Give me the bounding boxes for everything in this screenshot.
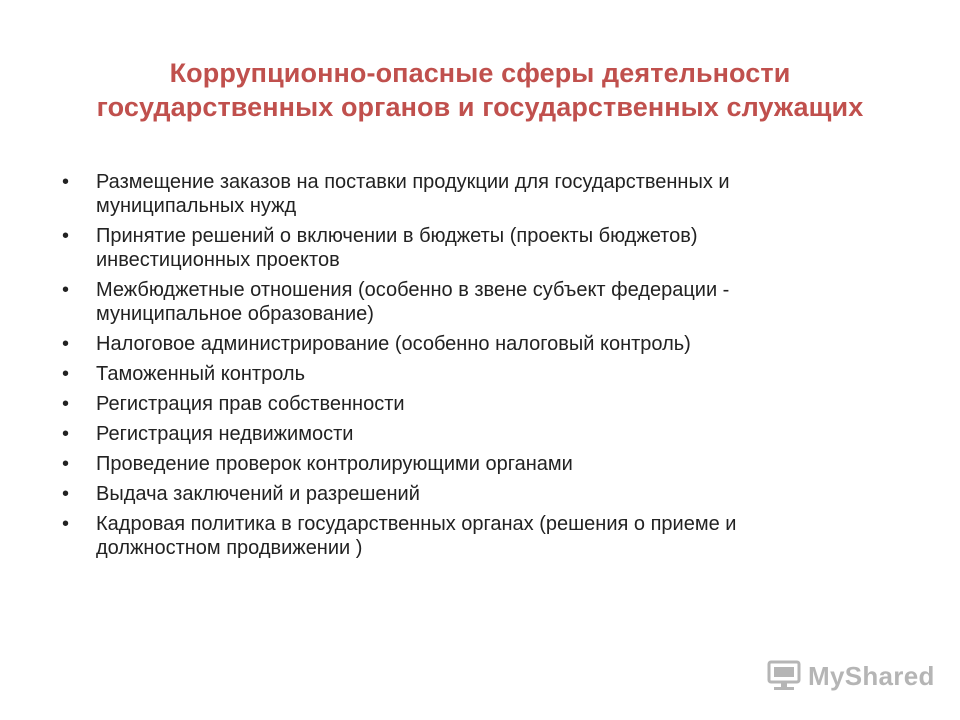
- bullet-icon: •: [62, 423, 70, 445]
- list-item-text: Налоговое администрирование (особенно налоговый контроль): [96, 333, 691, 355]
- list-item-text: Таможенный контроль: [96, 363, 305, 385]
- bullet-icon: •: [62, 393, 70, 415]
- slide-title-line-2: государственных органов и государственных служащих: [96, 92, 864, 122]
- list-item: [62, 452, 852, 476]
- list-item: [62, 512, 852, 560]
- list-item: [62, 170, 852, 218]
- bullet-icon: •: [62, 513, 70, 535]
- bullet-icon: •: [62, 483, 70, 505]
- list-item-text: Принятие решений о включении в бюджеты (проекты бюджетов) инвестиционных проектов: [96, 225, 698, 271]
- bullet-icon: •: [62, 333, 70, 355]
- bullet-icon: •: [62, 453, 70, 475]
- list-item-text: Проведение проверок контролирующими органами: [96, 453, 573, 475]
- list-item-text: Кадровая политика в государственных органах (решения о приеме и должностном продвижении ): [96, 513, 737, 559]
- list-item: [62, 392, 852, 416]
- bullet-icon: •: [62, 171, 70, 193]
- bullet-list: [62, 170, 852, 566]
- slide-title: [60, 56, 900, 124]
- watermark-text: MyShared: [808, 660, 935, 691]
- list-item: [62, 362, 852, 386]
- list-item-text: Размещение заказов на поставки продукции для государственных и муниципальных нужд: [96, 171, 730, 217]
- slide-title-line-1: Коррупционно-опасные сферы деятельности: [169, 58, 791, 88]
- bullet-icon: •: [62, 363, 70, 385]
- list-item: [62, 278, 852, 326]
- list-item-text: Межбюджетные отношения (особенно в звене субъект федерации - муниципальное образование): [96, 279, 730, 325]
- list-item-text: Регистрация прав собственности: [96, 393, 405, 415]
- list-item-text: Регистрация недвижимости: [96, 423, 354, 445]
- myshared-watermark: [766, 656, 935, 696]
- list-item: [62, 332, 852, 356]
- myshared-logo-icon: [766, 659, 802, 693]
- list-item-text: Выдача заключений и разрешений: [96, 483, 420, 505]
- list-item: [62, 224, 852, 272]
- bullet-icon: •: [62, 225, 70, 247]
- list-item: [62, 422, 852, 446]
- list-item: [62, 482, 852, 506]
- bullet-icon: •: [62, 279, 70, 301]
